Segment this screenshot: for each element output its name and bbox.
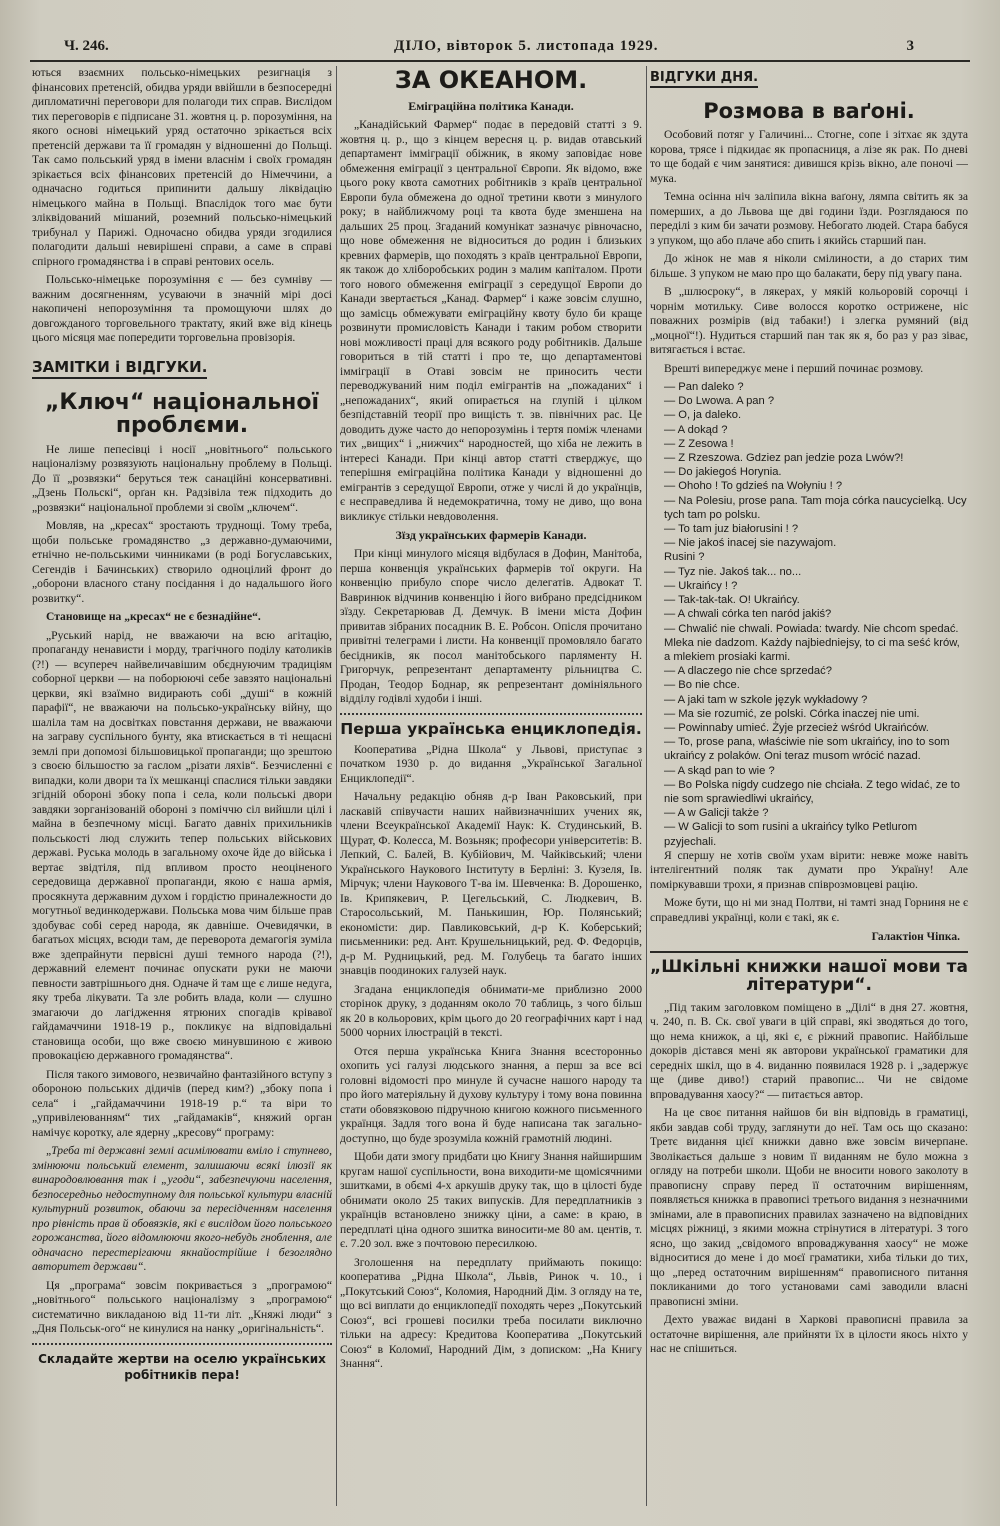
dialogue-line: — Z Rzeszowa. Gdziez pan jedzie poza Lwów?! <box>664 452 904 465</box>
article-text: Особовий потяг у Галичині... Стогне, сопе і зітхає як здута корова, трясе і підкидає як пропасниця, а лізе як рак. По дневі то ще бодай є чим занятися: дивишся крізь вікно, але поночі — мука. <box>650 128 968 185</box>
article-text: Мовляв, на „кресах“ зростають труднощі. Тому треба, щоби польське громадянство „з державно-думаючими, етнічно не-польськими чинниками (в роді Богуславських, Сегендів і Бачинських) створило одноцілий фронт до „оборони власного стану посідання і до надальшого його розвитку“. <box>32 519 332 605</box>
article-text: „Під таким заголовком поміщено в „Ділі“ в дня 27. жовтня, ч. 240, п. В. Ск. свої уваги в цій справі, які зводяться до того, що нема книжок, а ці, які є, є ріжний правопис. Найбільше докорів дістався мені як авторови української граматики для середніх шкіл, що в 4. виданню появилася 1928 р. і „задержує ще (диве диво!) старий правопис... Чи не свідоме впровадування хаосу?“ — питається автор. <box>650 1000 968 1101</box>
dialogue-line: — Z Zesowa ! <box>664 437 734 450</box>
dialogue-line: — To, prose pana, właściwie nie som ukraińcy, ino to som ukraińcy z polaków. Oni teraz musom wrócić nazad. <box>664 736 950 763</box>
dialogue-line: — A jaki tam w szkole język wykładowy ? <box>664 693 868 706</box>
dialogue-line: — A chwali córka ten naród jakiś? <box>664 608 832 621</box>
article-text: Після такого зимового, незвичайно фантазійного вступу з обороною польських дідичів (перед ким?) „збоку попа і села“ і „гайдамаччини 1918-19 р.“ та віри то „упривілеюванням“ тих „гайдамаків“, княжий орган намічує коротку, але ядерну „кресову“ програму: <box>32 1067 332 1139</box>
article-text: При кінці минулого місяця відбулася в Дофин, Манітоба, перша конвенція українських фармерів тої округи. На конвенцію прибуло споре число делегатів. Адвокат Т. Вавринюк відчинив конвенцію і його вибрано предсідником зїзду. Секретарював Д. Демчук. В імени міста Дофин привитав зібраних посадник В. Е. Робсон. Опісля прочитано привітні телеграми і листи. На конвенції промовляло багато бесідників, як посол манітобського парляменту Н. Григорчук, репрезентант департаменту рільництва С. Продан, Теодор Боднар, як репрезентант домініяльного відділу годівлі худоби і інші. <box>340 547 642 706</box>
article-text: ються взаємних польсько-німецьких резигнація з фінансових претенсій, обидва уряди ввійшли в безпосередні дипломатичні переговори для полагоди тих справ. Вислідом тих переговорів є підписане 31. жовтня ц. р. порозуміння, на якого основі німецький уряд остаточно зрікається всіх претенсій держави та її громадян у відношенні до Польщі. Так само польський уряд в імени власнім і своїх громадян зрікається всіх фінансових претенсій до Німеччини, а одначасно годиться припинити дальшу ліквідацію німецького майна в Польщі. Впаслідок того має бути зліквідований мішаний, роземний польсько-німецький трибунал у Парижі. Одночасно обидва уряди згодилися полагодити дальші невирішені справи, а саме в справі спірного громадянства і в справі рентових осель. <box>32 66 332 268</box>
article-text: Щоби дати змогу придбати цю Книгу Знання найширшим кругам нашої суспільности, вона виходити-ме щомісячними зшитками, в обємі 4-х аркушів друку так, що в цілості буде обнимати около 25 таких випусків. Для передплатників з українців встановлено знижку ціни, а саме: в краю, в передплаті ціна одного зшитка виносити-ме 80 ам. центів, т. є. 7.20 зол. вже з почтовою пересилкою. <box>340 1150 642 1251</box>
dialogue-line: — Ukraińcy ! ? <box>664 579 738 592</box>
dialogue-line: — Bo Polska nigdy cudzego nie chciała. Z tego widać, ze to nie som sprawiedliwi ukraińcy, <box>664 778 961 805</box>
article-text: „Канадійський Фармер“ подає в передовій статті з 9. жовтня ц. р., що з кінцем вересня ц. р. видав отавський департамент імміграції обіжник, в якому заповідає нове обмеження еміграції з центральної Європи. Як відомо, вже цього року квота самотних робітників з країв центральної Европи була обмежена до одної третини квоти з минулого року; в найближчому році та квота буде зменшена на дальших 25 проц. Згаданий комунікат зазначує рівночасно, що нове обмеження не відноситься до родин і близьких кревних фармерів, що походять з країв центральної Европи, як також до хліборобських родин з малим капіталом. Проти того нового обмеження еміграції з середущої Европи до Канади звертається „Канад. Фармер“ і каже зовсім слушно, що замісць обмежувати еміграційну квоту було би краще розвинути промисловість Канади і таким робом створити нові можливості праці для всякого роду робітників. Дальше говориться в тій статті і про те, що департаментові імміграції в Отаві зовсім не приносить чести переводжуваний ним поділ емігрантів на „пожаданих“ і „непожаданих“, який опирається на глупій і цілком безпідставній теорії про вищість т. зв. північних рас. Це доводить дуже часто до непорозумінь і тертя поміж членами тих „вищих“ і „нижчих“ народностей, що хіба не лежить в інтересі Канади. При кінці автор статті стверджує, що теперішня еміграційна політика Канади у відношенні до емігрантів з середущої Европи, отже у числі й до українців, є несправедлива й недемократична, тому не диво, що вона викликує стільки невдоволення. <box>340 118 642 523</box>
column-divider <box>646 66 647 1506</box>
dialogue-line: — Powinnaby umieć. Żyje przecież wśród Ukraińców. <box>664 721 929 734</box>
masthead-date: ДІЛО, вівторок 5. листопада 1929. <box>394 38 659 54</box>
dialogue-line: — Do jakiegoś Horynia. <box>664 466 782 479</box>
article-title: „Ключ“ національної проблєми. <box>44 389 320 438</box>
dialogue-line: — Do Lwowa. A pan ? <box>664 395 775 408</box>
article-text: На це своє питання найшов би він відповідь в граматиці, якби завдав собі труду, заглянути до неї. Там ось що сказано: Третє видання цієї книжки давно вже зовсім вичерпане. Зволікається дальше з новим її виданням не було можна з огляду на потреби школи. Щоби не вносити нового заколоту в правописну справу перед її остаточним вирішенням, появляється книжка в правописі третього видання з незначними змінами, але в правописних правилах зазначено на відповідних місцях ріжниці, з якими можна стрінутися в літературі. З того ясно, що закид „свідомого впроваджування хаосу“ не може відноситися до мене і до моєї граматики, хиба тільки до тих, що „перед остаточним вирішенням“ правописного питання покликаними до того установами самі заводили власні правописні зміни. <box>650 1106 968 1308</box>
article-text: Врешті випереджує мене і перший починає розмову. <box>664 361 924 375</box>
dialogue-line: — Chwalić nie chwali. Powiada: twardy. Nie chcom spedać. Mleka nie dadzom. Każdy najbiedniejsy, to ci ma seść krów, a mlekiem prosiaki karmi. <box>664 622 960 663</box>
dialogue-line: — A dokąd ? <box>664 423 728 436</box>
section-title: ЗА ОКЕАНОМ. <box>394 66 588 94</box>
masthead <box>64 36 924 58</box>
appeal-notice: Складайте жертви на оселю українських робітників пера! <box>38 1351 326 1382</box>
dialogue-line: — Na Polesiu, prose pana. Tam moja córka naucycielką. Ucy tych tam po polsku. <box>664 494 967 521</box>
article-text: Може бути, що ні ми знад Полтви, ні тамті знад Горниня не є справедливі українці, коли є такі, як є. <box>650 896 968 924</box>
quoted-program: „Треба ті державні землі асимілювати вміло і ступнево, змінюючи польський елемент, залишаючи всякі ілюзії як винародовлювання так і „угоди“, забезпечуючи населення, безпосередньо недоступному для польської культури власній культурний розвиток, обаючи за пересідченням населення про рівність прав й обовязків, які є вислідом його польського горожанства, його відомлюючи якого-небудь гноблення, але одначасно перестерігаючи якнайострійше і безоглядно авторитет держави“. <box>32 1144 332 1274</box>
column-3 <box>650 66 968 1506</box>
article-text: Не лише пепесівці і носії „новітнього“ польського націоналізму розвязують національну проблему в Польщі. До її „розвязки“ беруться теж санаційні консервативні. „Дзень Польскі“, орґан кн. Радзівіла теж підходить до „розвязки“ національної проблеми зі своїм „ключем“. <box>32 442 332 514</box>
issue-number: Ч. 246. <box>64 38 109 54</box>
dialogue-line: — O, ja daleko. <box>664 409 742 422</box>
separator <box>340 713 642 715</box>
article-title: Перша українська енциклопедія. <box>340 719 642 738</box>
article-text: Становище на „кресах“ не є безнадійне“. <box>46 610 261 624</box>
column-divider <box>336 66 337 1506</box>
dialogue-line: — To tam juz białorusini ! ? <box>664 523 799 536</box>
subheading: Зїзд українських фармерів Канади. <box>395 528 587 543</box>
dialogue-line: — Pan daleko ? <box>664 381 744 394</box>
separator <box>32 1343 332 1345</box>
article-text: „Руський нарід, не вважаючи на всю агітацію, пропаганду ненависти і морду, трагічного поділу католиків (?!) — всупереч найвеличавішим обєднуючим традиціям соборної церкви — на поборюючі себе завзято національні церкви, які взаїмно видирають собі „душі“ в кожній парафії“, не вважаючи на польсько-українську війну, що шаліла там на досвітках повстання держави, не вважаючи на заграву суспільного бунту, яка втискається в ті нещасні землі при допомозі більшовицької пропаганди; що зрештою з своєю більшостю за гаслом „різати ляхів“. Безчисленні є випадки, коли двори та їх мешканці спаслися тільки завдяки згідній обороні збоку попа і села, коли польські двори завдяки зорганізованій обороні з поміччю сіл вийшли цілі і майна в безпечному місці. Багато давніх прихильників польськості люд служить тепер польських військових державі. Руська молодь в загальному охоче йде до війська і вертає звідтіля, під впливом просто неоціненого середовища державної пропаганди, якою є наша армія, просякнута державним духом і гордістю приналежности до могутньої вединкодержави. Польська мова чим більше прав здобуває собі серед народа, як давніше. Очевидячки, в багатьох місцях, всюди там, де переворота демагогія зуміла вже здепрайнути первісні душі темного народа (?!), державний елемент починає опускати руки не маючи певности завтрішнього дня. Одначе й там ще є лише недуга, яку треба лікувати. Та зле робить влада, коли — слушно змагаючи до лагідження ятрюних спогадів крівавої гайдамаччини 1918-19 р., покликує на відповідальні становища особи, що вже своєю минувшиною є живою провокацією державного громадянства“. <box>32 628 332 1063</box>
article-text: Ця „програма“ зовсім покривається з „програмою“ „новітнього“ польського націоналізму з „програмою“ систематично викладаною від 11-ти літ. „Княжі люди“ з „Дня Польськ-ого“ не кинулися на нанку „оригінальність“. <box>32 1278 332 1336</box>
dialogue-line: — W Galicji to som rusini a ukraińcy tylko Petlurom pzyjechali. <box>664 821 918 848</box>
dialogue-line: — A w Galicji także ? <box>664 807 769 820</box>
dialogue-line: — Bo nie chce. <box>664 679 740 692</box>
dialogue-line: — Tak-tak-tak. O! Ukraińcy. <box>664 594 800 607</box>
article-text: Начальну редакцію обняв д-р Іван Раковський, при ласкавій співучасти наших найвизначніших учених як, члени Всеукраїнської Академії Наук: К. Студинський, В. Щурат, Ф. Колесса, М. Возьняк; професори університетів: В. Лепкий, С. Балей, В. Кубійович, М. Чайківський; члени Українського Наукового Інституту в Берліні: З. Кузеля, Ів. Мірчук; члени Наукового Т-ва ім. Шевченка: В. Дорошенко, Ів. Крипякевич, Р. Цегельський, С. Людкевич, В. Старосольський, М. Панькишин, Юр. Полянський; економісти: дир. Павликовський, д-р К. Коберський; письменники: ред. Ант. Крушельницький, ред. Ф. Федорців, д-р М. Рудницький, ред. М. Голубець та багато інших знавців поодиноких галузей наук. <box>340 790 642 978</box>
dialogue-line: — Tyz nie. Jakoś tak... no... <box>664 565 802 578</box>
separator <box>650 951 968 953</box>
article-title: „Шкільні книжки нашої мови та літератури“. <box>650 957 968 996</box>
dialogue-line: Rusini ? <box>664 551 705 564</box>
article-text: В „шлюсроку“, в лякерах, у мякій кольоровій сорочці і чорнім мотильку. Сиве волосся коротко острижене, ніс поважних розмірів (від табаки!) і злегка румяний (від „моцної“!). Нудиться старший пан так як я, бо раз у раз зіває, витягається і встає. <box>650 285 968 357</box>
dialogue-line: — Nie jakoś inacej sie nazywajom. <box>664 537 837 550</box>
dialogue <box>650 380 968 849</box>
section-heading: ВІДГУКИ ДНЯ. <box>650 70 758 88</box>
page-number: 3 <box>906 38 914 54</box>
dialogue-line: — Ohoho ! To gdzieś na Wołyniu ! ? <box>664 480 843 493</box>
dialogue-line: — Ma sie rozumić, ze polski. Córka inaczej nie umi. <box>664 707 920 720</box>
dialogue-line: — A dlaczego nie chce sprzedać? <box>664 665 832 678</box>
section-heading: ЗАМІТКИ і ВІДГУКИ. <box>32 358 207 379</box>
article-text: Згадана енциклопедія обнимати-ме приблизно 2000 сторінок друку, з доданням около 70 таблиць, з чого більш як 20 в кольорових, крім цього до 20 географічних карт і над 5000 чорних ілюстрацій в тексті. <box>340 982 642 1040</box>
article-text: Я спершу не хотів своїм ухам вірити: невже може навіть інтелігентний поляк так думати про Україну! Але поміркувавши трохи, я признав співрозмовцеві рацію. <box>650 848 968 891</box>
article-text: Кооператива „Рідна Школа“ у Львові, приступає з початком 1930 р. до видання „Української Загальної Енциклопедії“. <box>340 742 642 785</box>
article-title: Розмова в ваґоні. <box>703 99 915 123</box>
article-text: Отся перша українська Книга Знання всесторонньо охопить усі галузі людського знання, а перш за все всі головні відомості про минуле й сучасне нашого народу та про його матеріяльну й духову культуру і тому вона повинна стати обовязковою підручною книгою кожного письменного українця. Задля того вона й буде написана так загально-доступно, що буде зрозуміла кожній грамотній людині. <box>340 1044 642 1145</box>
masthead-rule <box>30 60 970 62</box>
column-1 <box>32 66 332 1506</box>
article-text: Польсько-німецьке порозуміння є — без сумніву — важним досягненням, усуваючи в значній мірі досі накопичені непорозуміння та промощуючи шлях до довгожданого торговельного трактату, який вже від кінець цього місяця має попередити торговельна провізорія. <box>32 273 332 344</box>
article-text: Темна осінна ніч заліпила вікна ваґону, лямпа світить як за померших, а до Львова ще дві години їзди. Розглядаюся по переділі з ким би зачати розмову. Небогато людей. Стара бабуся з упуком, що або плаче або спить і якийсь старший пан. <box>650 190 968 247</box>
column-2 <box>340 66 642 1506</box>
article-text: До жінок не мав я ніколи смілиности, а до старих тим більше. З упуком не маю про що балакати, беру під увагу пана. <box>650 252 968 280</box>
author-signature: Галактіон Чіпка. <box>871 931 960 944</box>
article-text: Дехто уважає видані в Харкові правописні правила за остаточне вирішення, але прийняти їх в цілости якось ніхто у нас не спішиться. <box>650 1313 968 1356</box>
article-text: Зголошення на передплату приймають покищо: кооператива „Рідна Школа“, Львів, Ринок ч. 10., і „Покутський Союз“, Коломия, Народний Дім. З огляду на те, що всі виплати до енциклопедії походять через „Покутський Союз“, всі грошеві посилки треба посилати виключно тільки на адресу: Кредитова Кооператива „Покутський Союз“ в Коломиї, Народний Дім, з дописком: „На Книгу Знання“. <box>340 1255 642 1371</box>
dialogue-line: — A skąd pan to wie ? <box>664 764 775 777</box>
subheading: Еміграційна політика Канади. <box>408 99 574 114</box>
